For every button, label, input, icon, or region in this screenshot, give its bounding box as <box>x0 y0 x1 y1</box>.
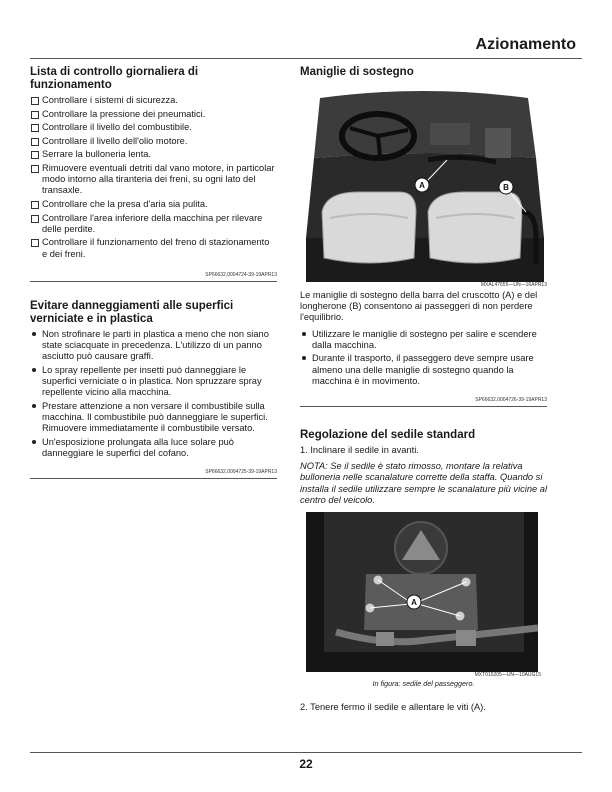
left-column <box>30 66 277 479</box>
checklist-item: Controllare il livello dell'olio motore. <box>30 136 277 147</box>
seat-note: NOTA: Se il sedile è stato rimosso, montare la relativa bulloneria nelle scanalature corrette della staffa. Quando si installa il sedile utilizzare sempre le scanalature più vicine al centro del veicolo. <box>300 461 548 505</box>
handles-intro: Le maniglie di sostegno della barra del cruscotto (A) e del longherone (B) consentono ai passeggeri di non perdere l'equilibrio. <box>300 290 538 323</box>
figure-reference: MXT015205—UN—10AUG15 <box>474 672 541 679</box>
checklist-item: Rimuovere eventuali detriti dal vano motore, in particolar modo intorno alla tiranteria dei freni, su ogni lato del transaxle. <box>30 163 277 197</box>
footer-divider <box>30 752 582 753</box>
reference-code: SP66632,0004724-39-19APR13 <box>205 271 277 278</box>
daily-checklist-section <box>30 66 277 282</box>
checklist-item: Controllare l'area inferiore della macchina per rilevare delle perdite. <box>30 213 277 235</box>
title-divider <box>30 58 582 59</box>
checklist-item: Controllare il livello del combustibile. <box>30 122 277 133</box>
checklist-item: Controllare il funzionamento del freno di stazionamento e dei freni. <box>30 237 277 259</box>
seat-step-2: 2. Tenere fermo il sedile e allentare le viti (A). <box>300 702 486 713</box>
callout-a-label: A <box>411 598 417 608</box>
bullet-item: Lo spray repellente per insetti può danneggiare le superfici verniciate o in plastica. Non spruzzare spray repellente vicino alla macchina. <box>30 365 277 399</box>
callout-a-label: A <box>419 181 425 190</box>
figure-caption: In figura: sedile del passeggero. <box>372 679 475 689</box>
checklist-item: Controllare la pressione dei pneumatici. <box>30 109 277 120</box>
seat-heading: Regolazione del sedile standard <box>300 429 476 442</box>
reference-code: SP66632,0004726-39-19APR13 <box>475 397 547 404</box>
bullet-item: Prestare attenzione a non versare il combustibile sulla macchina. Il combustibile può danneggiare le superfici. Rimuovere immediatamente il combustibile versato. <box>30 401 277 435</box>
figure-reference: MXAL47655—UN—16APR13 <box>480 282 547 288</box>
seat-adjustment-section <box>300 429 547 713</box>
reference-code: SP66632,0004725-39-19APR13 <box>205 469 277 476</box>
dashboard-seats-photo <box>300 88 547 282</box>
grab-handles-section <box>300 66 547 407</box>
paint-list <box>30 329 277 459</box>
seat-step-1: 1. Inclinare il sedile in avanti. <box>300 445 419 456</box>
section-divider <box>300 406 547 407</box>
bullet-item: Un'esposizione prolungata alla luce solare può danneggiare le superfici del cofano. <box>30 437 277 459</box>
seat-bracket-photo <box>306 512 538 672</box>
bullet-item: Utilizzare le maniglie di sostegno per salire e scendere dalla macchina. <box>300 329 547 351</box>
checklist-item: Serrare la bulloneria lenta. <box>30 149 277 160</box>
dashboard-illustration <box>300 88 547 282</box>
right-column <box>300 66 547 718</box>
section-divider <box>30 478 277 479</box>
checklist-heading: Lista di controllo giornaliera di funzionamento <box>30 66 199 91</box>
checklist-item: Controllare che la presa d'aria sia pulita. <box>30 199 277 210</box>
handles-list <box>300 329 547 387</box>
paint-heading: Evitare danneggiamenti alle superfici verniciate e in plastica <box>30 299 234 325</box>
checklist-item: Controllare i sistemi di sicurezza. <box>30 95 277 106</box>
paint-protection-section <box>30 300 277 479</box>
bullet-item: Non strofinare le parti in plastica a meno che non siano state sciacquate in precedenza. L'utilizzo di un panno asciutto può causare graffi. <box>30 329 277 363</box>
seat-illustration <box>306 512 538 672</box>
handles-heading: Maniglie di sostegno <box>300 66 414 78</box>
callout-b-label: B <box>503 183 509 192</box>
checklist <box>30 95 277 260</box>
bullet-item: Durante il trasporto, il passeggero deve sempre usare almeno una delle maniglie di sostegno quando la macchina è in movimento. <box>300 353 547 387</box>
page-number: 22 <box>299 757 313 771</box>
page-title: Azionamento <box>475 36 576 53</box>
section-divider <box>30 281 277 282</box>
